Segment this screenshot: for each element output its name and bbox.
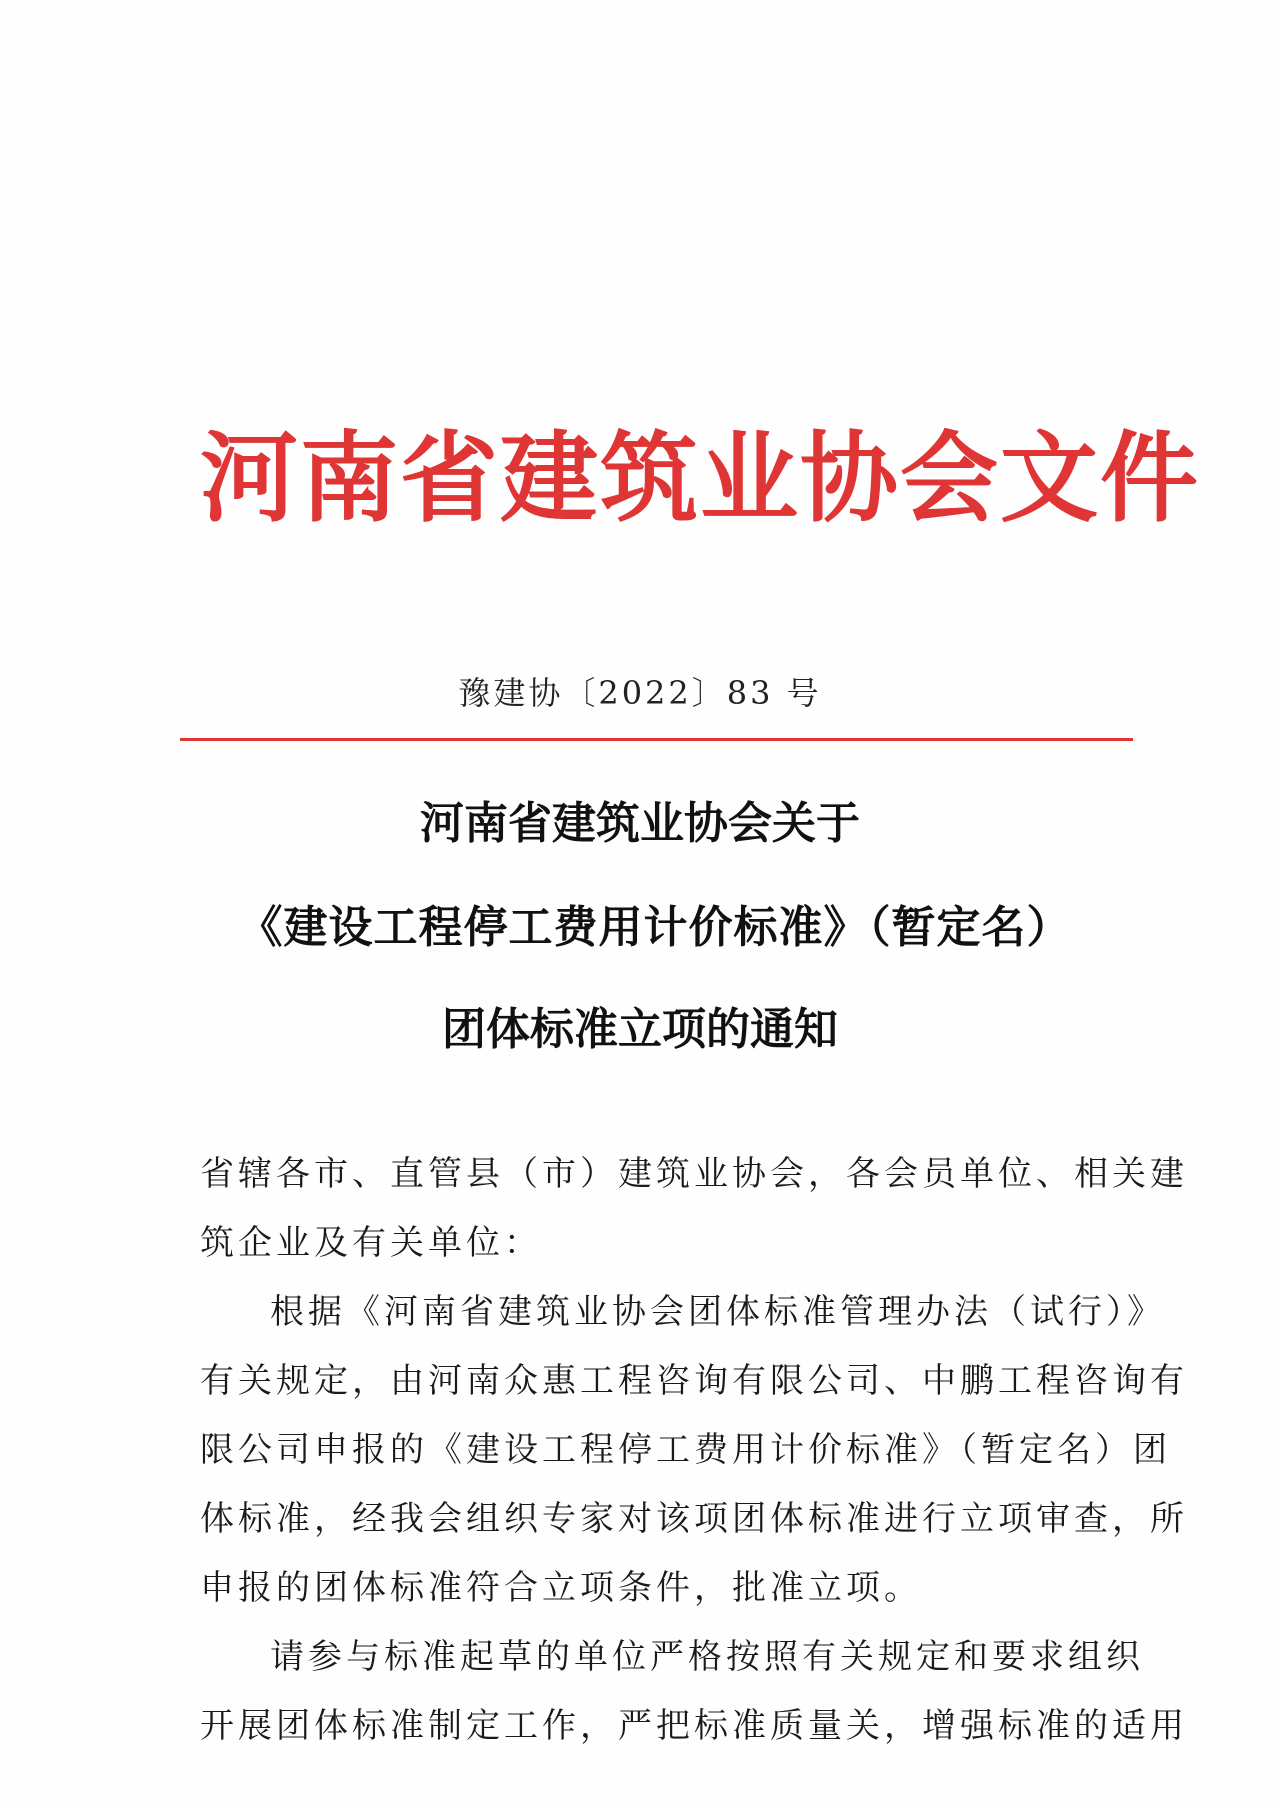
- document-number: 豫建协〔2022〕83 号: [458, 674, 822, 712]
- document-header-title: 河南省建筑业协会文件: [200, 422, 1201, 536]
- red-divider-line: [180, 738, 1133, 741]
- body-line: 申报的团体标准符合立项条件，批准立项。: [200, 1568, 922, 1608]
- body-line: 有关规定，由河南众惠工程咨询有限公司、中鹏工程咨询有: [200, 1361, 1188, 1401]
- body-line: 筑企业及有关单位：: [200, 1223, 542, 1263]
- subject-line-2: 《建设工程停工费用计价标准》（暂定名）: [238, 902, 1072, 953]
- subject-line-1: 河南省建筑业协会关于: [420, 798, 860, 849]
- body-line: 体标准，经我会组织专家对该项团体标准进行立项审查，所: [200, 1499, 1188, 1539]
- body-line: 省辖各市、直管县（市）建筑业协会，各会员单位、相关建: [200, 1154, 1188, 1194]
- body-line: 请参与标准起草的单位严格按照有关规定和要求组织: [270, 1637, 1144, 1677]
- body-line: 根据《河南省建筑业协会团体标准管理办法（试行）》: [270, 1292, 1165, 1332]
- subject-line-3: 团体标准立项的通知: [442, 1004, 838, 1055]
- body-line: 开展团体标准制定工作，严把标准质量关，增强标准的适用: [200, 1706, 1188, 1746]
- body-line: 限公司申报的《建设工程停工费用计价标准》（暂定名）团: [200, 1430, 1171, 1470]
